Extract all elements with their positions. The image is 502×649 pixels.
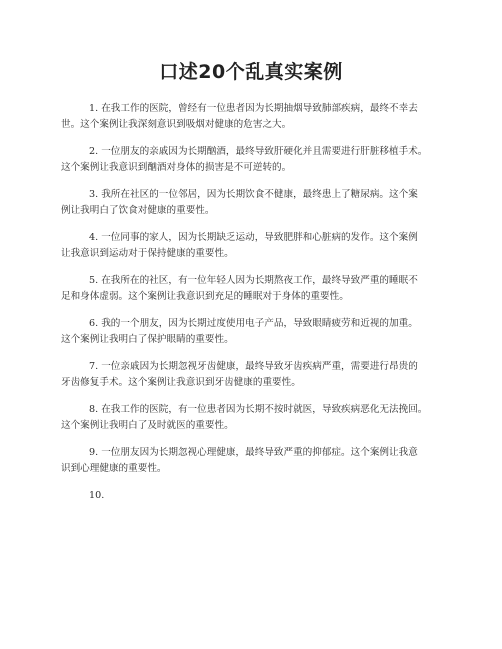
case-item-line: 1. 在我工作的医院，曾经有一位患者因为长期抽烟导致肺部疾病，最终不幸去 [89,103,418,114]
case-item-line: 让我意识到运动对于保持健康的重要性。 [61,248,234,259]
document-title: 口述20个乱真实案例 [159,61,343,83]
case-item-line: 5. 在我所在的社区，有一位年轻人因为长期熬夜工作，最终导致严重的睡眠不 [89,275,418,286]
case-item-10 [61,488,445,504]
case-item-9 [61,445,445,477]
case-list [61,101,445,515]
case-item-line: 10. [89,490,105,501]
case-item-line: 这个案例让我意识到酗酒对身体的损害是不可逆转的。 [61,162,292,173]
case-item-1 [61,101,445,133]
case-item-line: 7. 一位亲戚因为长期忽视牙齿健康，最终导致牙齿疾病严重，需要进行昂贵的 [89,361,418,372]
case-item-line: 世。这个案例让我深刻意识到吸烟对健康的危害之大。 [61,119,292,130]
case-item-line: 这个案例让我明白了及时就医的重要性。 [61,420,234,431]
case-item-line: 6. 我的一个朋友，因为长期过度使用电子产品，导致眼睛疲劳和近视的加重。 [89,318,418,329]
case-item-line: 识到心理健康的重要性。 [61,463,167,474]
case-item-line: 9. 一位朋友因为长期忽视心理健康，最终导致严重的抑郁症。这个案例让我意 [89,447,418,458]
case-item-5 [61,273,445,305]
case-item-line: 2. 一位朋友的亲戚因为长期酗酒，最终导致肝硬化并且需要进行肝脏移植手术。 [89,146,428,157]
case-item-line: 例让我明白了饮食对健康的重要性。 [61,205,215,216]
case-item-line: 3. 我所在社区的一位邻居，因为长期饮食不健康，最终患上了糖尿病。这个案 [89,189,418,200]
case-item-8 [61,402,445,434]
case-item-line: 这个案例让我明白了保护眼睛的重要性。 [61,334,234,345]
case-item-3 [61,187,445,219]
case-item-2 [61,144,445,176]
case-item-7 [61,359,445,391]
case-item-line: 8. 在我工作的医院，有一位患者因为长期不按时就医，导致疾病恶化无法挽回。 [89,404,428,415]
case-item-4 [61,230,445,262]
case-item-line: 4. 一位同事的家人，因为长期缺乏运动，导致肥胖和心脏病的发作。这个案例 [89,232,418,243]
case-item-line: 牙齿修复手术。这个案例让我意识到牙齿健康的重要性。 [61,377,301,388]
case-item-6 [61,316,445,348]
case-item-line: 足和身体虚弱。这个案例让我意识到充足的睡眠对于身体的重要性。 [61,291,349,302]
